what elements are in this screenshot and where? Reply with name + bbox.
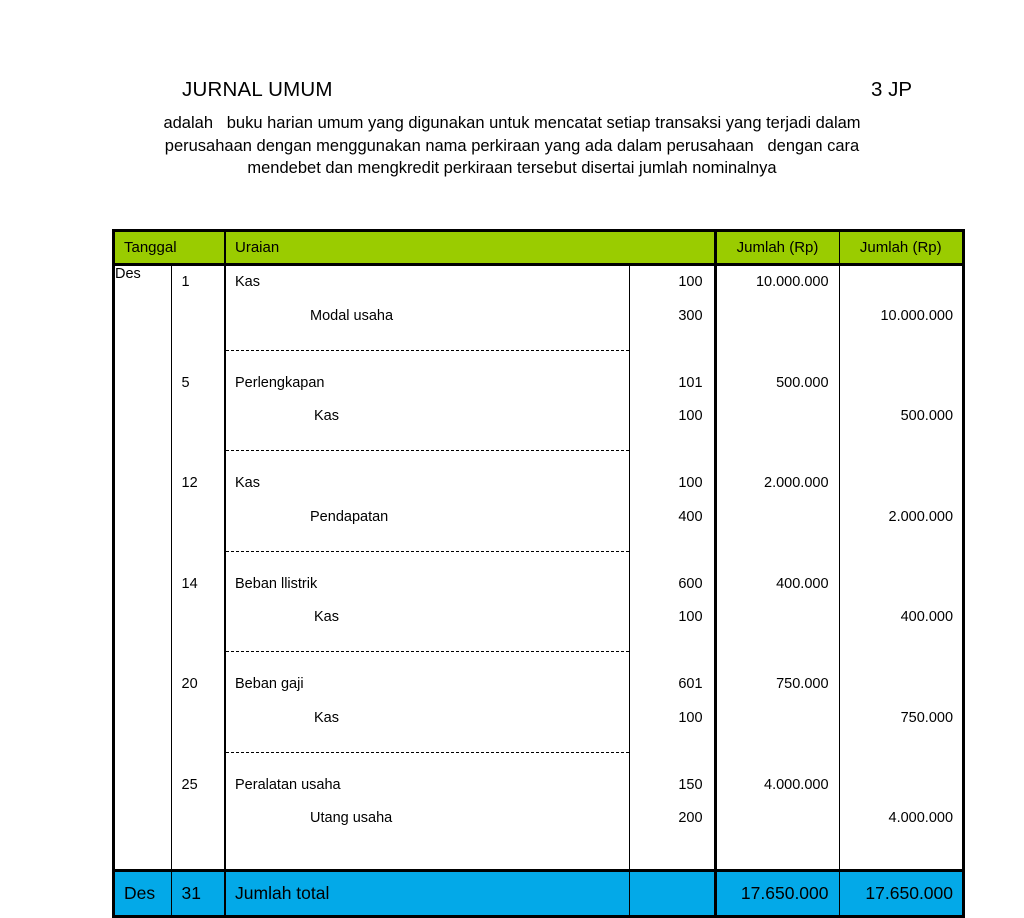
debit-account-name: Beban llistrik xyxy=(235,575,318,592)
entry-separator xyxy=(226,333,629,367)
cell-month: Des xyxy=(115,265,171,871)
entry-separator xyxy=(630,534,714,568)
cell-ref-column xyxy=(629,265,715,871)
credit-amount: 10.000.000 xyxy=(880,307,954,324)
title-duration-label: 3 JP xyxy=(870,78,912,101)
credit-account-name: Pendapatan xyxy=(310,508,389,525)
column-header-credit: Jumlah (Rp) xyxy=(839,232,962,265)
credit-account-name: Utang usaha xyxy=(310,810,393,826)
entry-separator xyxy=(717,434,839,468)
day-value: 12 xyxy=(181,475,198,491)
cell-credit-column xyxy=(839,265,962,871)
entry-separator xyxy=(840,434,963,468)
entry-separator xyxy=(630,434,714,468)
credit-account-name: Kas xyxy=(314,408,340,424)
credit-ref-value: 100 xyxy=(678,709,703,726)
definition-paragraph xyxy=(87,112,937,180)
bottom-spacer xyxy=(172,836,225,870)
debit-account-name: Kas xyxy=(235,274,261,290)
entry-separator xyxy=(172,434,225,468)
credit-amount: 2.000.000 xyxy=(888,508,954,525)
debit-amount: 4.000.000 xyxy=(764,776,829,793)
title-row xyxy=(0,78,1024,108)
debit-account-name: Perlengkapan xyxy=(235,374,325,391)
credit-account-name: Kas xyxy=(314,609,340,625)
entry-separator xyxy=(226,434,629,468)
column-header-tanggal: Tanggal xyxy=(115,232,225,265)
cell-day-column xyxy=(171,265,225,871)
debit-ref-value: 150 xyxy=(678,776,703,793)
total-credit-amount: 17.650.000 xyxy=(839,871,962,916)
debit-amount: 10.000.000 xyxy=(755,274,829,290)
debit-ref-value: 101 xyxy=(678,374,703,391)
debit-account-name: Beban gaji xyxy=(235,676,304,692)
entry-separator xyxy=(717,333,839,367)
credit-amount: 500.000 xyxy=(900,408,954,424)
day-value: 20 xyxy=(181,676,198,692)
credit-amount: 750.000 xyxy=(900,709,954,726)
entry-separator xyxy=(840,635,963,669)
credit-ref-value: 200 xyxy=(678,810,703,826)
credit-account-name: Kas xyxy=(314,709,340,726)
entry-separator xyxy=(630,333,714,367)
credit-ref-value: 100 xyxy=(678,408,703,424)
entry-separator xyxy=(717,735,839,769)
debit-amount: 2.000.000 xyxy=(764,475,829,491)
total-day: 31 xyxy=(171,871,225,916)
table-header-row xyxy=(115,232,962,265)
credit-account-name: Modal usaha xyxy=(310,307,394,324)
entry-separator xyxy=(840,534,963,568)
debit-account-name: Kas xyxy=(235,475,261,491)
credit-ref-value: 100 xyxy=(678,609,703,625)
entry-separator xyxy=(172,635,225,669)
total-month: Des xyxy=(115,871,171,916)
definition-line-1: adalah buku harian umum yang digunakan untuk mencatat setiap transaksi yang terjadi dalam xyxy=(163,114,861,132)
page-title: JURNAL UMUM xyxy=(182,78,333,101)
bottom-spacer xyxy=(630,836,714,870)
journal-table xyxy=(112,229,965,918)
slide-heading xyxy=(0,78,1024,180)
day-value: 5 xyxy=(181,374,190,391)
debit-amount: 500.000 xyxy=(776,374,829,391)
entry-separator xyxy=(226,735,629,769)
debit-ref-value: 601 xyxy=(678,676,703,692)
debit-amount: 750.000 xyxy=(776,676,829,692)
cell-debit-column xyxy=(715,265,839,871)
credit-ref-value: 400 xyxy=(678,508,703,525)
total-debit-amount: 17.650.000 xyxy=(715,871,839,916)
debit-account-name: Peralatan usaha xyxy=(235,776,341,793)
column-header-debit: Jumlah (Rp) xyxy=(715,232,839,265)
entry-separator xyxy=(226,534,629,568)
cell-description-column xyxy=(225,265,629,871)
total-label: Jumlah total xyxy=(225,871,629,916)
entry-separator xyxy=(717,534,839,568)
bottom-spacer xyxy=(717,836,839,870)
day-value: 1 xyxy=(181,274,190,290)
debit-amount: 400.000 xyxy=(776,575,829,592)
credit-amount: 400.000 xyxy=(900,609,954,625)
entry-separator xyxy=(717,635,839,669)
entry-separator xyxy=(172,333,225,367)
total-ref xyxy=(629,871,715,916)
credit-ref-value: 300 xyxy=(678,307,703,324)
entry-separator xyxy=(630,635,714,669)
entry-separator xyxy=(840,333,963,367)
credit-amount: 4.000.000 xyxy=(888,810,954,826)
entry-separator xyxy=(172,534,225,568)
table-total-row xyxy=(115,871,962,916)
bottom-spacer xyxy=(840,836,963,870)
debit-ref-value: 100 xyxy=(678,274,703,290)
definition-line-2: perusahaan dengan menggunakan nama perkiraan yang ada dalam perusahaan dengan cara xyxy=(164,136,860,155)
debit-ref-value: 600 xyxy=(678,575,703,592)
entry-separator xyxy=(840,735,963,769)
entry-separator xyxy=(630,735,714,769)
entry-separator xyxy=(226,635,629,669)
day-value: 14 xyxy=(181,575,198,592)
entry-separator xyxy=(172,735,225,769)
day-value: 25 xyxy=(181,776,198,793)
table-body-row xyxy=(115,265,962,871)
debit-ref-value: 100 xyxy=(678,475,703,491)
column-header-uraian: Uraian xyxy=(225,232,715,265)
definition-line-3: mendebet dan mengkredit perkiraan tersebut disertai jumlah nominalnya xyxy=(247,159,777,177)
bottom-spacer xyxy=(226,836,629,870)
